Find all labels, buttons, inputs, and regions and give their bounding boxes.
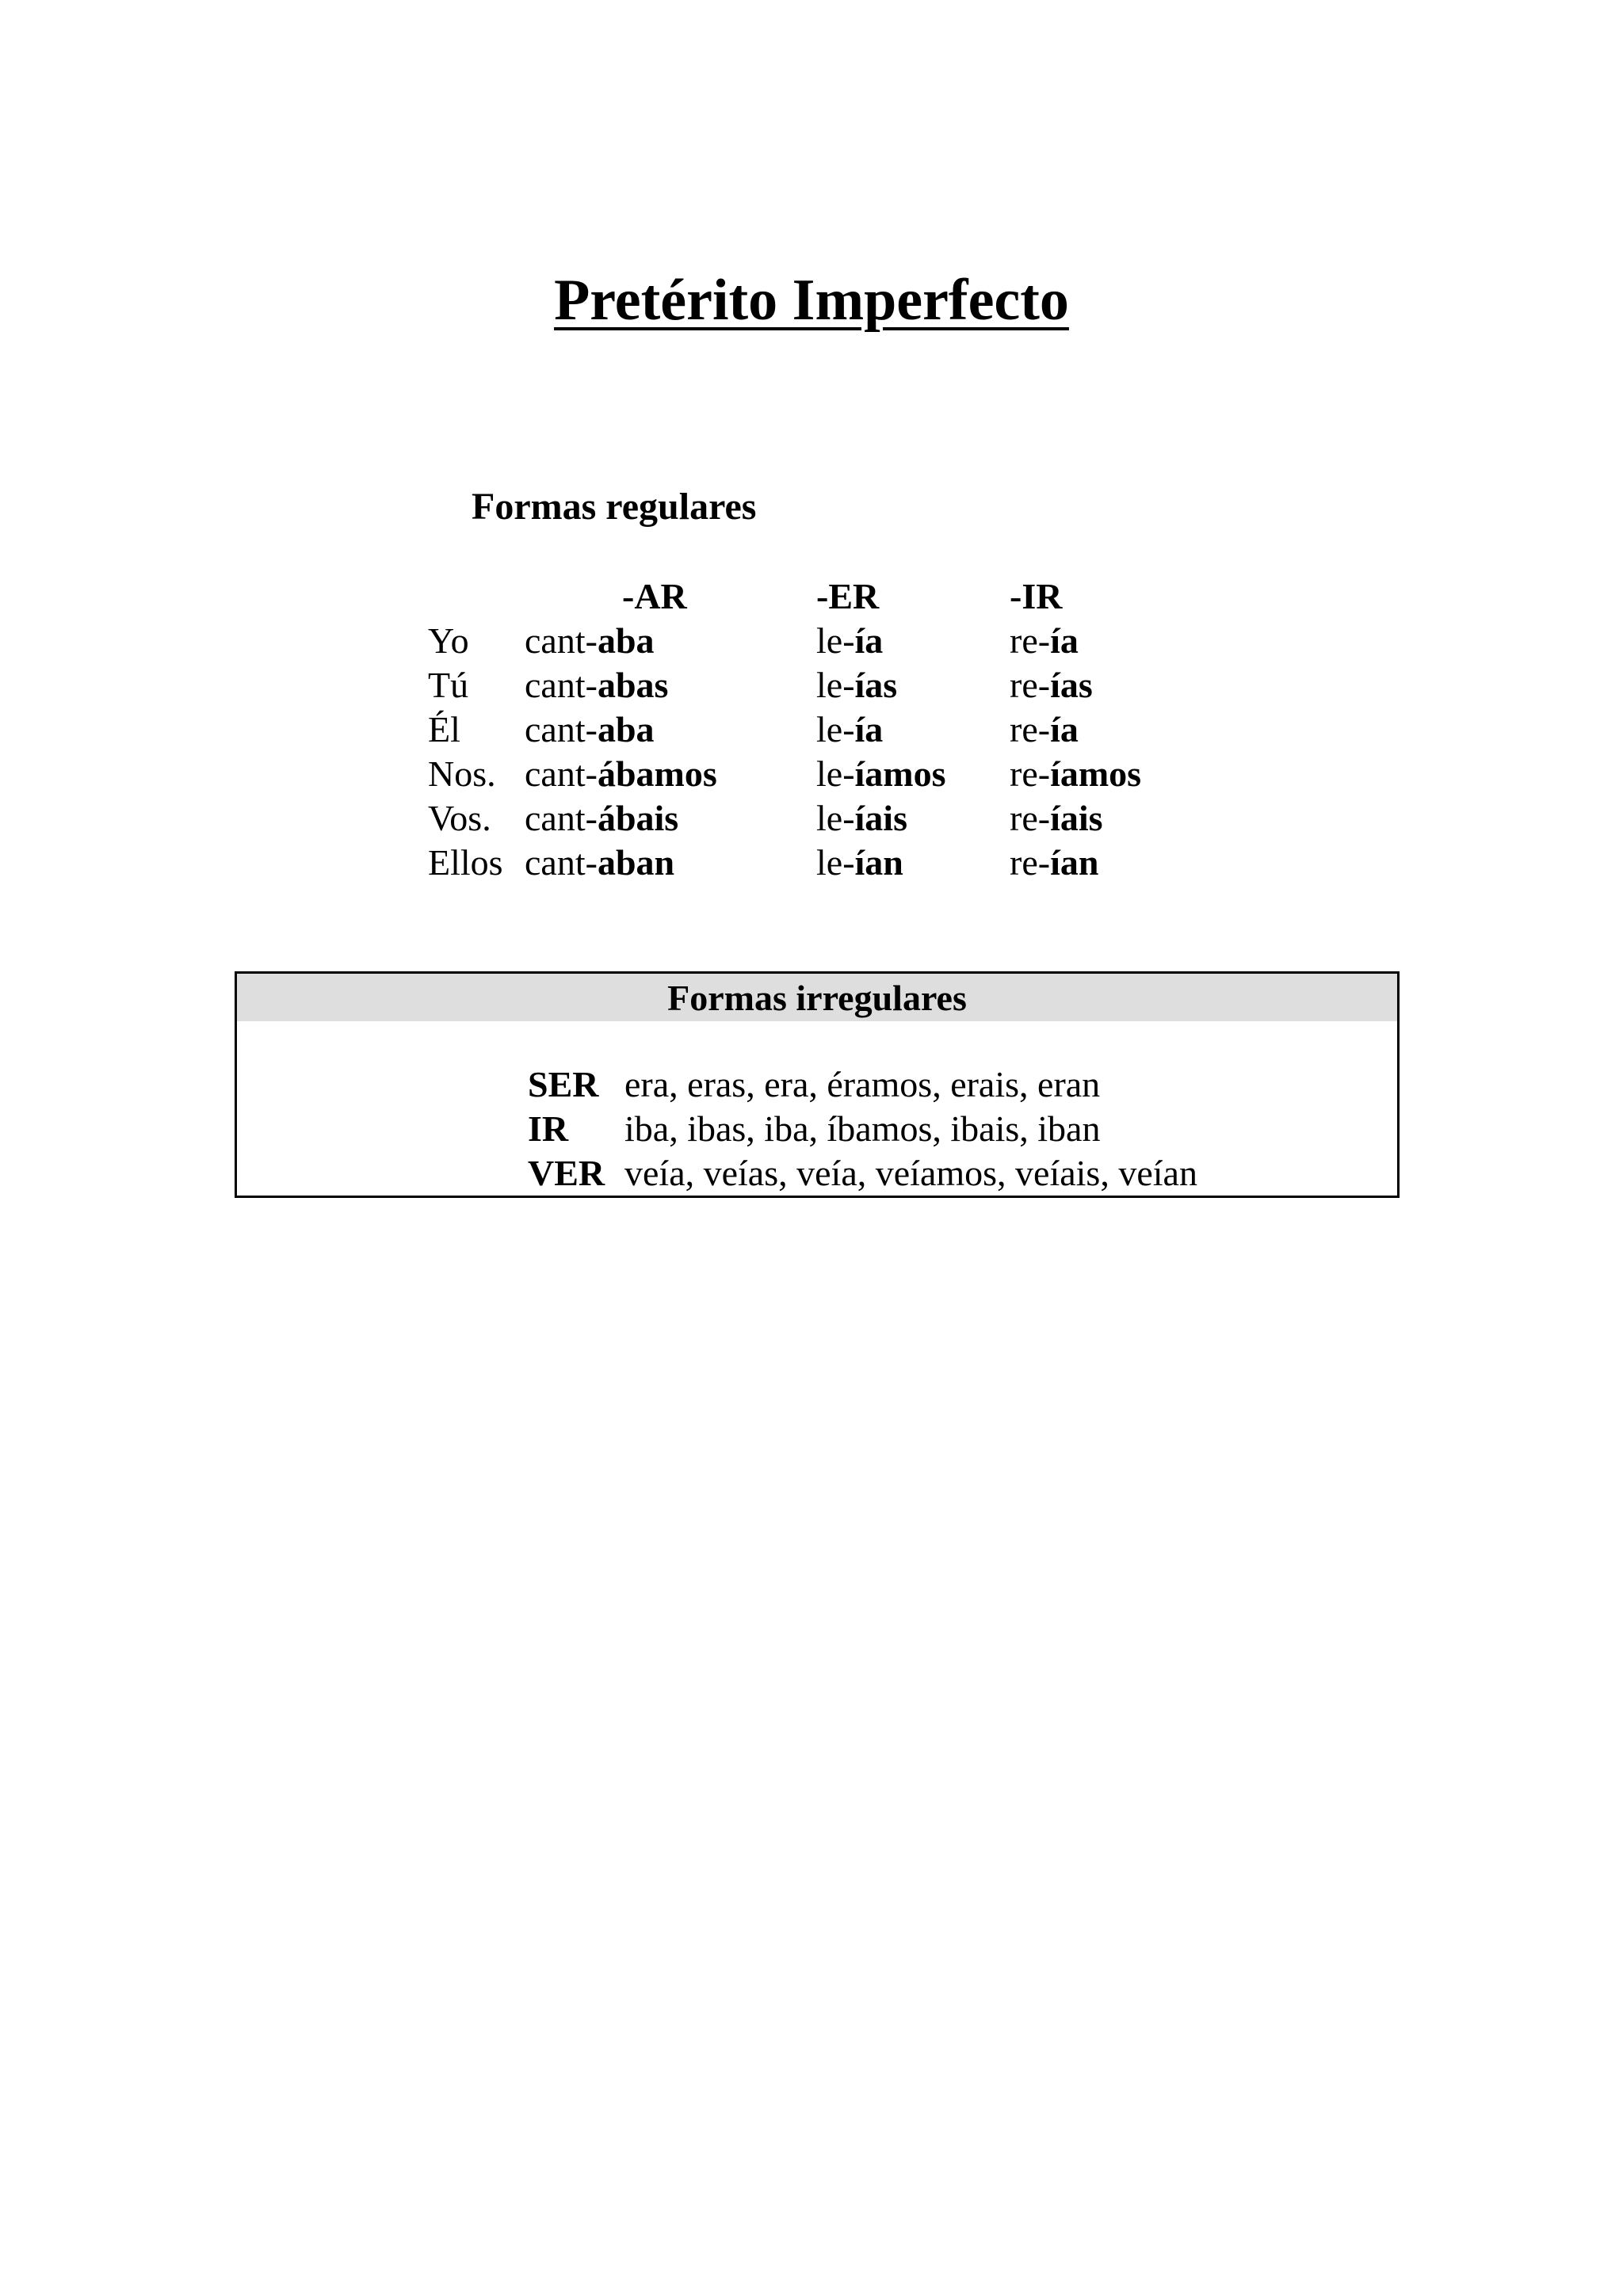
stem: re- (1010, 798, 1051, 838)
stem: cant- (525, 665, 598, 705)
ir-form (1010, 752, 1141, 796)
ending: abas (597, 665, 669, 705)
column-header-ir: -IR (1010, 576, 1063, 616)
ending: ías (1050, 665, 1093, 705)
ending: ía (1050, 620, 1079, 661)
ending: íamos (854, 753, 946, 794)
er-form (816, 752, 946, 796)
stem: le- (816, 753, 855, 794)
ir-form (1010, 707, 1079, 752)
stem: re- (1010, 620, 1051, 661)
er-form (816, 619, 883, 663)
stem: cant- (525, 798, 598, 838)
stem: cant- (525, 709, 598, 749)
stem: cant- (525, 842, 598, 883)
er-form (816, 796, 907, 841)
regular-forms-heading: Formas regulares (472, 486, 757, 528)
er-form (816, 841, 903, 885)
stem: le- (816, 709, 855, 749)
ir-form (1010, 619, 1079, 663)
ending: ía (1050, 709, 1079, 749)
pronoun: Ellos (428, 842, 503, 883)
ir-form (1010, 796, 1103, 841)
column-header-er: -ER (816, 576, 880, 616)
verb-infinitive: SER (528, 1064, 599, 1104)
ir-form (1010, 841, 1098, 885)
ar-form (525, 707, 655, 752)
stem: le- (816, 620, 855, 661)
ending: ía (854, 620, 884, 661)
er-form (816, 663, 897, 707)
stem: cant- (525, 753, 598, 794)
ending: aba (597, 709, 655, 749)
stem: re- (1010, 709, 1051, 749)
ending: aba (597, 620, 655, 661)
stem: cant- (525, 620, 598, 661)
stem: re- (1010, 665, 1051, 705)
irregular-forms-heading: Formas irregulares (237, 974, 1397, 1021)
column-header-ar: -AR (622, 576, 687, 616)
ending: ábamos (597, 753, 717, 794)
stem: le- (816, 665, 855, 705)
pronoun: Tú (428, 665, 469, 705)
ar-form (525, 796, 678, 841)
irregular-forms-box (235, 971, 1400, 1198)
verb-infinitive: VER (528, 1153, 605, 1193)
pronoun: Yo (428, 620, 469, 661)
ar-form (525, 663, 668, 707)
verb-forms: iba, ibas, iba, íbamos, ibais, iban (624, 1108, 1101, 1149)
ending: ían (1050, 842, 1099, 883)
page-title: Pretérito Imperfecto (554, 268, 1069, 333)
ending: ías (854, 665, 898, 705)
ending: ía (854, 709, 884, 749)
ending: íamos (1050, 753, 1142, 794)
stem: le- (816, 842, 855, 883)
ending: aban (597, 842, 675, 883)
stem: re- (1010, 753, 1051, 794)
ar-form (525, 619, 655, 663)
ar-form (525, 752, 717, 796)
ending: ían (854, 842, 903, 883)
ending: íais (1050, 798, 1103, 838)
verb-infinitive: IR (528, 1108, 569, 1149)
verb-forms: era, eras, era, éramos, erais, eran (624, 1064, 1101, 1104)
ending: íais (854, 798, 907, 838)
ar-form (525, 841, 674, 885)
pronoun: Nos. (428, 753, 496, 794)
ending: ábais (597, 798, 679, 838)
stem: re- (1010, 842, 1051, 883)
verb-forms: veía, veías, veía, veíamos, veíais, veían (624, 1153, 1197, 1193)
pronoun: Vos. (428, 798, 491, 838)
ir-form (1010, 663, 1093, 707)
er-form (816, 707, 883, 752)
pronoun: Él (428, 709, 460, 749)
stem: le- (816, 798, 855, 838)
